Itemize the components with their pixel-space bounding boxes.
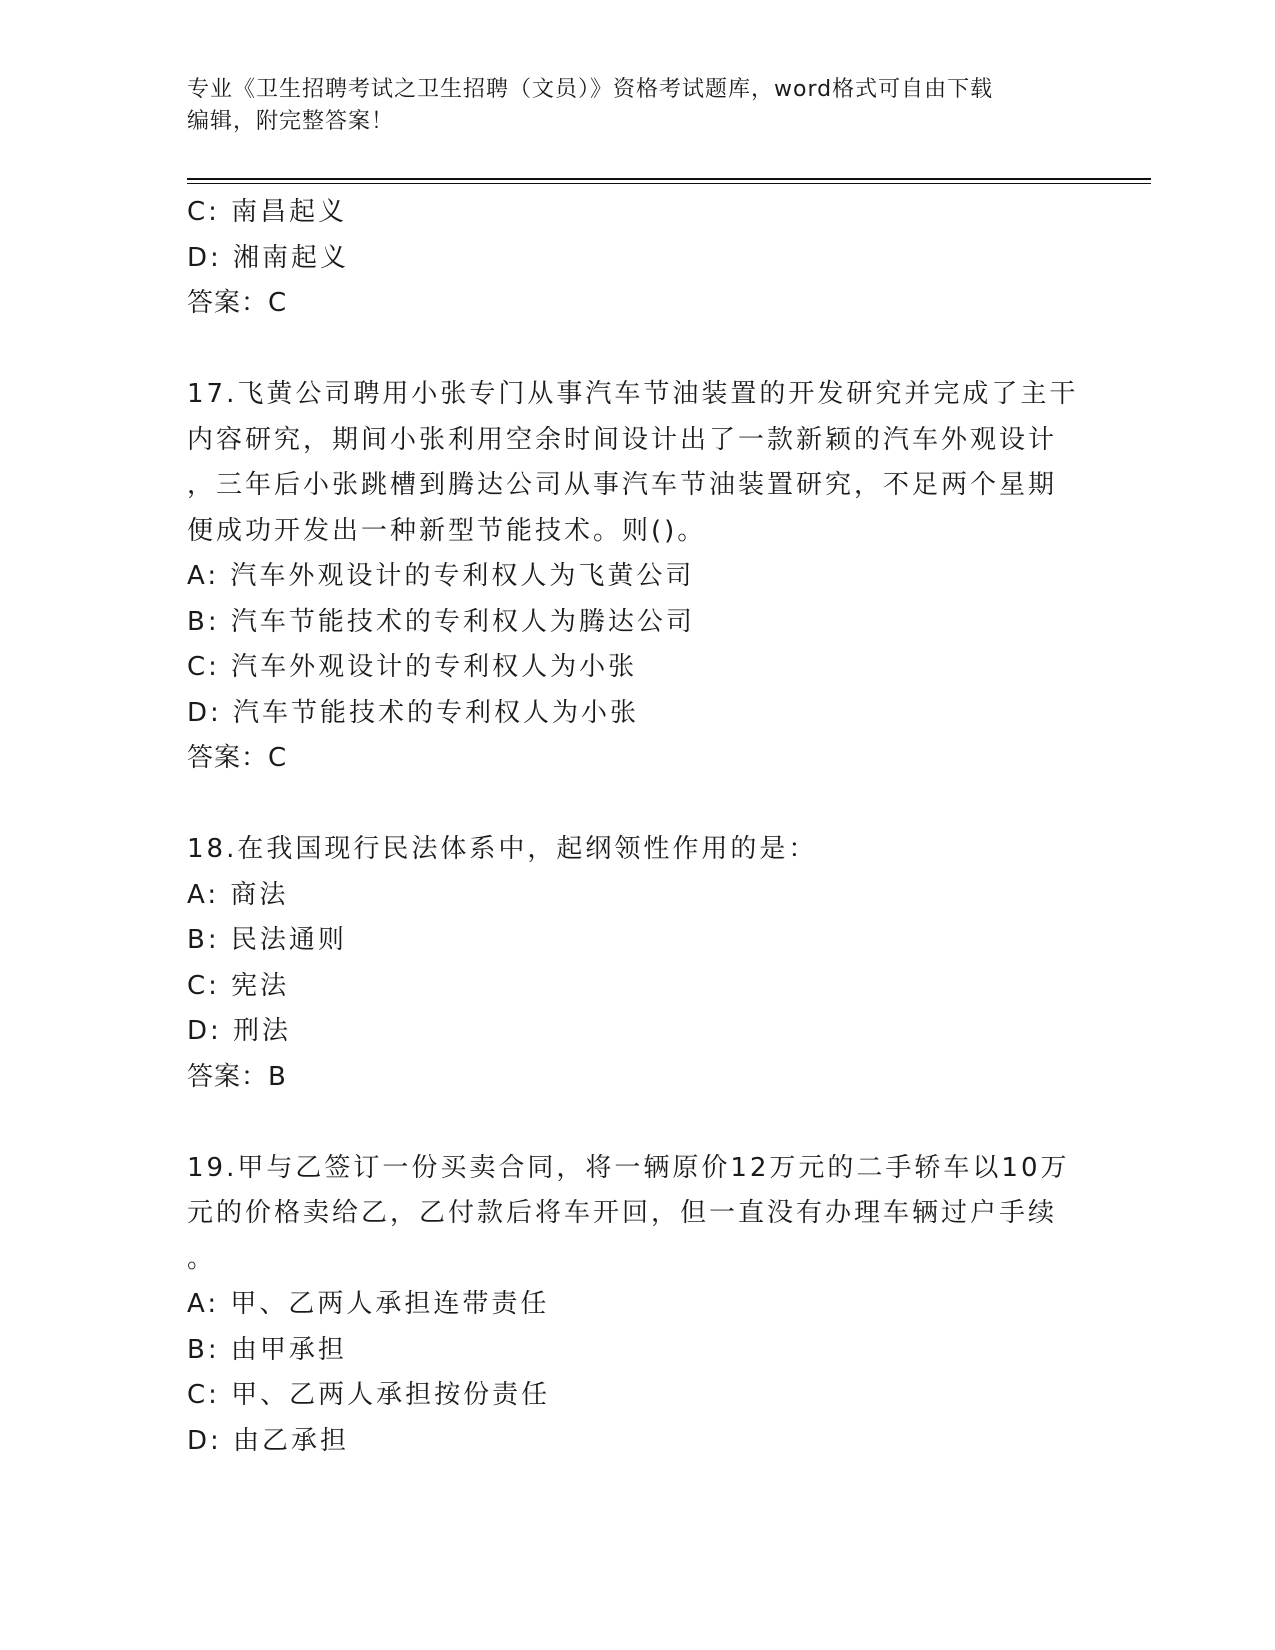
header-divider-thin (187, 183, 1151, 184)
option-c: C: 汽车外观设计的专利权人为小张 (187, 652, 638, 682)
option-d: D: 由乙承担 (187, 1425, 350, 1456)
answer-line: 答案：C (187, 288, 288, 318)
spacer (187, 327, 1087, 373)
answer-line: 答案：B (187, 1061, 287, 1092)
spacer (187, 782, 1087, 828)
option-b: B: 由甲承担 (187, 1334, 347, 1365)
option-d: D: 刑法 (187, 1016, 292, 1046)
option-d: D: 湘南起义 (187, 242, 350, 273)
question-stem-line: 19.甲与乙签订一份买卖合同，将一辆原价12万元的二手轿车以10万 (187, 1152, 1070, 1183)
question-stem-line: 17.飞黄公司聘用小张专门从事汽车节油装置的开发研究并完成了主干 (187, 379, 1079, 409)
question-stem-line: 便成功开发出一种新型节能技术。则()。 (187, 515, 707, 546)
option-a: A: 商法 (187, 879, 289, 910)
option-a: A: 汽车外观设计的专利权人为飞黄公司 (187, 561, 695, 591)
document-header: 专业《卫生招聘考试之卫生招聘（文员）》资格考试题库，word格式可自由下载 编辑，附完整答案！ (187, 77, 994, 134)
option-a: A: 甲、乙两人承担连带责任 (187, 1289, 550, 1319)
question-stem-line: 18.在我国现行民法体系中，起纲领性作用的是： (187, 834, 818, 864)
question-stem-line: 内容研究，期间小张利用空余时间设计出了一款新颖的汽车外观设计 (187, 424, 1058, 455)
answer-line: 答案：C (187, 743, 288, 773)
question-list (187, 190, 1087, 1464)
option-b: B: 民法通则 (187, 925, 347, 955)
question-stem-line: ，三年后小张跳槽到腾达公司从事汽车节油装置研究，不足两个星期 (187, 470, 1058, 500)
option-d: D: 汽车节能技术的专利权人为小张 (187, 697, 640, 728)
spacer (187, 1100, 1087, 1146)
option-c: C: 南昌起义 (187, 197, 348, 227)
question-18 (187, 827, 1087, 1100)
option-c: C: 甲、乙两人承担按份责任 (187, 1380, 551, 1410)
question-stem-line: 。 (187, 1243, 217, 1274)
question-17 (187, 372, 1087, 782)
question-19 (187, 1146, 1087, 1465)
question-stem-line: 元的价格卖给乙，乙付款后将车开回，但一直没有办理车辆过户手续 (187, 1198, 1058, 1228)
option-b: B: 汽车节能技术的专利权人为腾达公司 (187, 606, 695, 637)
question-16-tail (187, 190, 1087, 327)
option-c: C: 宪法 (187, 970, 290, 1001)
header-divider-thick (187, 178, 1151, 180)
